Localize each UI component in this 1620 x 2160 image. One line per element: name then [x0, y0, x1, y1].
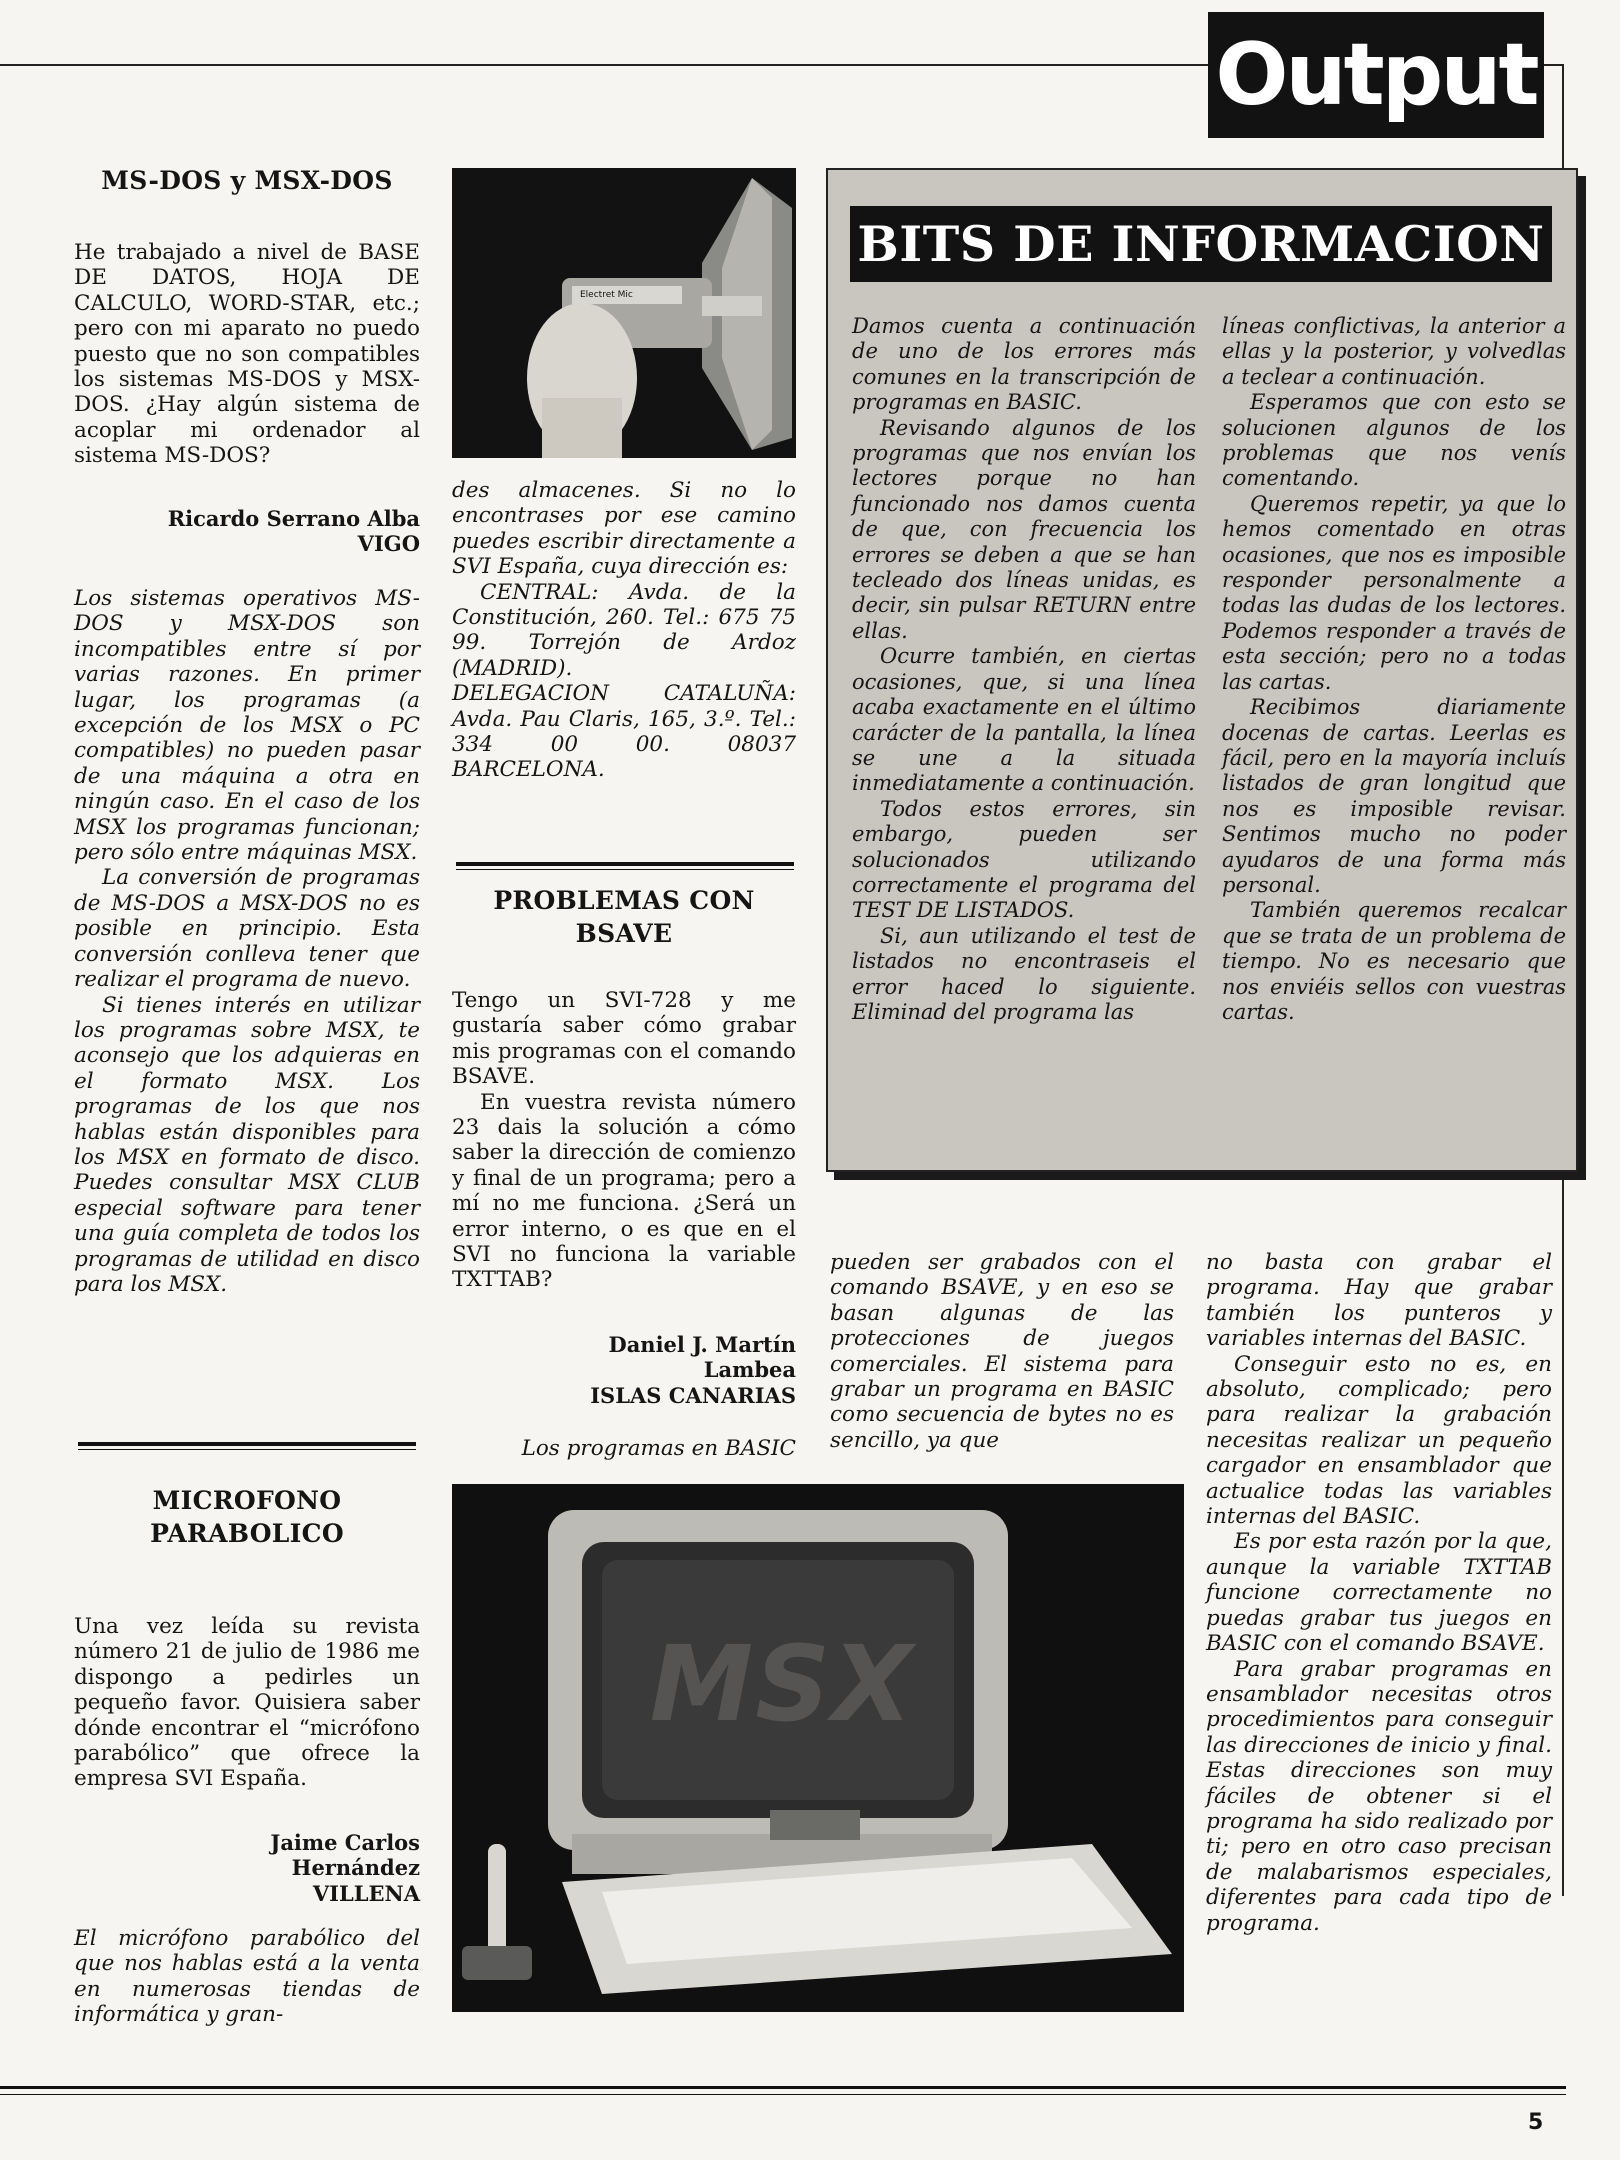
microfono-address-central: CENTRAL: Avda. de la Constitución, 260. Tel.: 675 75 99. Torrejón de Ardoz (MADRID). [452, 579, 796, 681]
bsave-reply-start [452, 1436, 796, 1461]
msdos-title: MS-DOS y MSX-DOS [101, 166, 393, 195]
microfono-signature-name1: Jaime Carlos [270, 1830, 420, 1855]
bsave-title-line2: BSAVE [575, 919, 673, 948]
bits-col2-p5: También queremos recalcar que se trata de un problema de tiempo. No es necesario que nos enviéis sellos con vuestras cartas. [1222, 898, 1566, 1024]
bsave-reply-start-text: Los programas en BASIC [521, 1436, 796, 1461]
bsave-reply-col3 [1206, 1250, 1552, 1936]
bits-col1-p1: Damos cuenta a continuación de uno de los errores más comunes en la transcripción de programas en BASIC. [852, 314, 1196, 415]
page-number: 5 [1528, 2110, 1544, 2135]
bits-col2-p1: líneas conflictivas, la anterior a ellas y la posterior, y volvedlas a teclear a continuación. [1222, 314, 1566, 389]
bsave-letter [452, 988, 796, 1293]
header-rule [0, 64, 1212, 66]
msx-screen-text: MSX [649, 1623, 915, 1745]
bsave-title [452, 884, 796, 950]
msx-computer-photo [452, 1484, 1184, 2012]
output-logo: Output [1208, 12, 1544, 138]
bsave-letter-p2: En vuestra revista número 23 dais la solución a cómo saber la dirección de comienzo y final de un programa; pero a mí no me funciona. ¿Será un error interno, o es que en el SVI no funciona la variable TXTTAB? [452, 1089, 796, 1293]
msdos-signature [74, 506, 420, 557]
msdos-reply-p1: Los sistemas operativos MS-DOS y MSX-DOS son incompatibles entre sí por varias razones. En primer lugar, los programas (a excepción de los MSX o PC compatibles) no pueden pasar de una máquina a otra en ningún caso. En el caso de los MSX los programas funcionan; pero sólo entre máquinas MSX. [74, 586, 420, 866]
bsave-signature [452, 1332, 796, 1408]
bsave-reply-col3-p1: no basta con grabar el programa. Hay que grabar también los punteros y variables internas del BASIC. [1206, 1250, 1552, 1352]
parabolic-microphone-photo [452, 168, 796, 458]
microfono-reply-start [74, 1926, 420, 2028]
mic-label: Electret Mic [580, 290, 633, 300]
bsave-signature-name1: Daniel J. Martín [608, 1332, 796, 1357]
bsave-reply-col2-text: pueden ser grabados con el comando BSAVE, y en eso se basan algunas de las protecciones de juegos comerciales. El sistema para grabar un programa en BASIC como secuencia de bytes no es sencillo, ya que [830, 1250, 1174, 1453]
bits-banner: BITS DE INFORMACION [850, 206, 1552, 282]
bits-col1-p2: Revisando algunos de los programas que nos envían los lectores porque no han funcionado nos damos cuenta de que, con frecuencia los errores se deben a que se han tecleado dos líneas unidas, es decir, sin pulsar RETURN entre ellas. [852, 415, 1196, 643]
msdos-signature-name: Ricardo Serrano Alba [167, 506, 420, 531]
microfono-reply-cont-text: des almacenes. Si no lo encontrases por ese camino puedes escribir directamente a SVI España, cuya dirección es: [452, 478, 796, 580]
microfono-address-cataluna: DELEGACION CATALUÑA: Avda. Pau Claris, 165, 3.º. Tel.: 334 00 00. 08037 BARCELONA. [452, 681, 796, 783]
msdos-signature-city: VIGO [357, 531, 420, 557]
header-rule-right [1544, 64, 1564, 66]
msdos-reply-p2: La conversión de programas de MS-DOS a MSX-DOS no es posible en principio. Esta conversión conlleva tener que realizar el programa de nuevo. [74, 865, 420, 993]
microfono-reply-cont [452, 478, 796, 783]
bsave-reply-col2 [830, 1250, 1174, 1453]
parabolic-microphone-illustration [452, 168, 796, 458]
microfono-title-line2: PARABOLICO [150, 1519, 344, 1548]
bsave-letter-p1: Tengo un SVI-728 y me gustaría saber cómo grabar mis programas con el comando BSAVE. [452, 988, 796, 1090]
bsave-reply-col3-p4: Para grabar programas en ensamblador necesitas otros procedimientos para conseguir las direcciones de inicio y final. Estas direcciones son muy fáciles de obtener si el programa ha sido realizado por ti; pero en otro caso precisan de malabarismos especiales, diferentes para cada tipo de programa. [1206, 1656, 1552, 1936]
microfono-signature [74, 1830, 420, 1906]
divider-col1 [78, 1442, 416, 1450]
bits-col1 [852, 314, 1196, 1025]
microfono-title [74, 1484, 420, 1550]
microfono-signature-city: VILLENA [312, 1880, 420, 1906]
footer-rule [0, 2086, 1566, 2089]
bsave-reply-col3-p3: Es por esta razón por la que, aunque la variable TXTTAB funcione correctamente no puedas grabar tus juegos en BASIC con el comando BSAVE. [1206, 1529, 1552, 1657]
microfono-reply-start-text: El micrófono parabólico del que nos hablas está a la venta en numerosas tiendas de informática y gran- [74, 1926, 420, 2028]
bsave-reply-col3-p2: Conseguir esto no es, en absoluto, complicado; pero para realizar la grabación necesitas realizar un pequeño cargador en ensamblador que actualice todas las variables internas del BASIC. [1206, 1351, 1552, 1530]
microfono-letter [74, 1614, 420, 1792]
bsave-signature-city: ISLAS CANARIAS [590, 1382, 796, 1408]
divider-col2 [456, 862, 794, 870]
msdos-letter-text: He trabajado a nivel de BASE DE DATOS, HOJA DE CALCULO, WORD-STAR, etc.; pero con mi aparato no puedo puesto que no son compatibles los sistemas MS-DOS y MSX-DOS. ¿Hay algún sistema de acoplar mi ordenador al sistema MS-DOS? [74, 240, 420, 469]
msdos-reply [74, 586, 420, 1297]
msdos-letter [74, 240, 420, 469]
bits-col2-p4: Recibimos diariamente docenas de cartas. Leerlas es fácil, pero en la mayoría incluís listados de gran longitud que nos es imposible revisar. Sentimos mucho no poder ayudaros de una forma más personal. [1222, 695, 1566, 897]
bits-col1-p5: Si, aun utilizando el test de listados no encontraseis el error haced lo siguiente. Eliminad del programa las [852, 923, 1196, 1024]
microfono-signature-name2: Hernández [291, 1855, 420, 1881]
bsave-title-line1: PROBLEMAS CON [493, 886, 755, 915]
bits-col2-p2: Esperamos que con esto se solucionen algunos de los problemas que nos venís comentando. [1222, 390, 1566, 491]
bits-col1-p3: Ocurre también, en ciertas ocasiones, que, si una línea acaba exactamente en el último carácter de la pantalla, la línea se une a la situada inmediatamente a continuación. [852, 644, 1196, 796]
bits-col2 [1222, 314, 1566, 1025]
msx-computer-illustration [452, 1484, 1184, 2012]
bsave-signature-name2: Lambea [703, 1357, 796, 1383]
footer-rule-thin [0, 2094, 1566, 2095]
bits-col1-p4: Todos estos errores, sin embargo, pueden ser solucionados utilizando correctamente el programa del TEST DE LISTADOS. [852, 796, 1196, 923]
microfono-letter-text: Una vez leída su revista número 21 de julio de 1986 me dispongo a pedirles un pequeño favor. Quisiera saber dónde encontrar el “micrófono parabólico” que ofrece la empresa SVI España. [74, 1614, 420, 1792]
msdos-reply-p3: Si tienes interés en utilizar los programas sobre MSX, te aconsejo que los adquieras en el formato MSX. Los programas de los que nos hablas están disponibles para los MSX en formato de disco. Puedes consultar MSX CLUB especial software para tener una guía completa de todos los programas de utilidad en disco para los MSX. [74, 992, 420, 1297]
microfono-title-line1: MICROFONO [152, 1486, 342, 1515]
bits-col2-p3: Queremos repetir, ya que lo hemos comentado en otras ocasiones, que nos es imposible responder personalmente a todas las dudas de los lectores. Podemos responder a través de esta sección; pero no a todas las cartas. [1222, 491, 1566, 694]
